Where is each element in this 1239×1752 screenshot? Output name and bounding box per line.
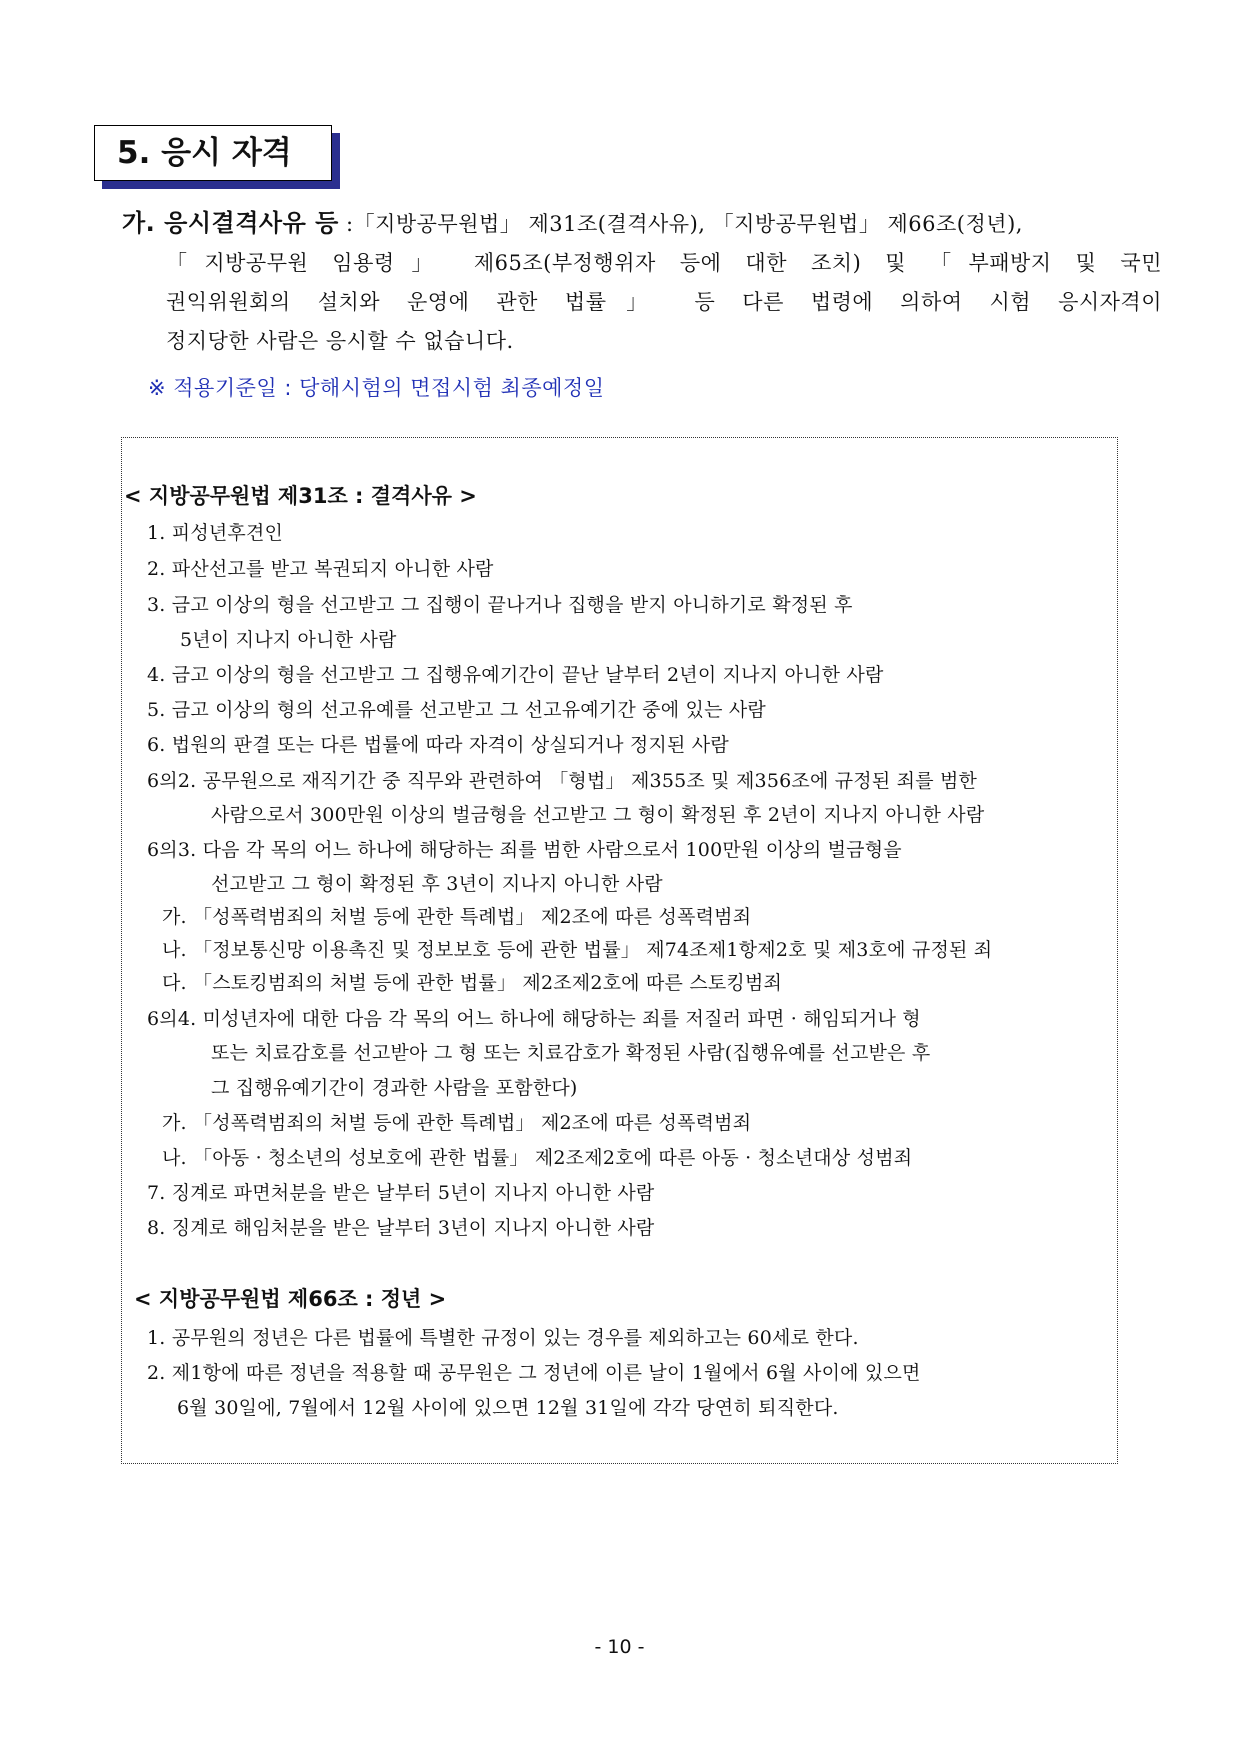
- intro-heading: 가. 응시결격사유 등: [122, 209, 339, 237]
- law31-item: 5년이 지나지 아니한 사람: [180, 629, 397, 651]
- law31-item: 7. 징계로 파면처분을 받은 날부터 5년이 지나지 아니한 사람: [147, 1182, 655, 1204]
- reference-date-note: ※ 적용기준일 : 당해시험의 면접시험 최종예정일: [148, 376, 605, 400]
- law31-item: 선고받고 그 형이 확정된 후 3년이 지나지 아니한 사람: [211, 873, 663, 895]
- intro-text-1: :「지방공무원법」 제31조(결격사유), 「지방공무원법」 제66조(정년),: [338, 212, 1023, 236]
- law31-item: 8. 징계로 해임처분을 받은 날부터 3년이 지나지 아니한 사람: [147, 1217, 655, 1239]
- law66-item: 2. 제1항에 따른 정년을 적용할 때 공무원은 그 정년에 이른 날이 1월에서 6월 사이에 있으면: [147, 1362, 921, 1384]
- law31-item: 4. 금고 이상의 형을 선고받고 그 집행유예기간이 끝난 날부터 2년이 지나지 아니한 사람: [147, 664, 884, 686]
- law31-item: 6의4. 미성년자에 대한 다음 각 목의 어느 하나에 해당하는 죄를 저질러 파면 · 해임되거나 형: [147, 1008, 921, 1030]
- eligibility-intro: [122, 204, 1162, 361]
- law31-item: 나. 「아동 · 청소년의 성보호에 관한 법률」 제2조제2호에 따른 아동 · 청소년대상 성범죄: [162, 1147, 913, 1169]
- law31-item: 6의2. 공무원으로 재직기간 중 직무와 관련하여 「형법」 제355조 및 제356조에 규정된 죄를 범한: [147, 770, 978, 792]
- law31-item: 그 집행유예기간이 경과한 사람을 포함한다): [211, 1077, 578, 1099]
- law31-item: 나. 「정보통신망 이용촉진 및 정보보호 등에 관한 법률」 제74조제1항제2호 및 제3호에 규정된 죄: [162, 939, 993, 961]
- law31-item: 5. 금고 이상의 형의 선고유예를 선고받고 그 선고유예기간 중에 있는 사람: [147, 699, 766, 721]
- law31-item: 가. 「성폭력범죄의 처벌 등에 관한 특례법」 제2조에 따른 성폭력범죄: [162, 1112, 752, 1134]
- section-title: 5. 응시 자격: [94, 125, 332, 181]
- law66-item: 6월 30일에, 7월에서 12월 사이에 있으면 12월 31일에 각각 당연히 퇴직한다.: [177, 1397, 839, 1419]
- law-excerpt-box: [121, 437, 1118, 1464]
- law66-item: 1. 공무원의 정년은 다른 법률에 특별한 규정이 있는 경우를 제외하고는 60세로 한다.: [147, 1327, 859, 1349]
- law66-title: < 지방공무원법 제66조 : 정년 >: [134, 1287, 447, 1311]
- law31-item: 6의3. 다음 각 목의 어느 하나에 해당하는 죄를 범한 사람으로서 100만원 이상의 벌금형을: [147, 839, 902, 861]
- law31-item: 사람으로서 300만원 이상의 벌금형을 선고받고 그 형이 확정된 후 2년이 지나지 아니한 사람: [211, 804, 985, 826]
- law31-title: < 지방공무원법 제31조 : 결격사유 >: [124, 484, 477, 508]
- law31-item: 2. 파산선고를 받고 복권되지 아니한 사람: [147, 558, 494, 580]
- law31-item: 다. 「스토킹범죄의 처벌 등에 관한 법률」 제2조제2호에 따른 스토킹범죄: [162, 972, 783, 994]
- law31-item: 1. 피성년후견인: [147, 522, 284, 544]
- law31-item: 가. 「성폭력범죄의 처벌 등에 관한 특례법」 제2조에 따른 성폭력범죄: [162, 906, 752, 928]
- intro-line-1: [122, 204, 1162, 244]
- law31-item: 6. 법원의 판결 또는 다른 법률에 따라 자격이 상실되거나 정지된 사람: [147, 734, 729, 756]
- page-number: - 10 -: [594, 1636, 645, 1658]
- intro-line-3: 권익위원회의 설치와 운영에 관한 법률」 등 다른 법령에 의하여 시험 응시자격이: [166, 290, 1162, 314]
- law31-item: 또는 치료감호를 선고받아 그 형 또는 치료감호가 확정된 사람(집행유예를 선고받은 후: [211, 1042, 931, 1064]
- law31-item: 3. 금고 이상의 형을 선고받고 그 집행이 끝나거나 집행을 받지 아니하기로 확정된 후: [147, 594, 853, 616]
- intro-line-2: 「지방공무원 임용령」 제65조(부정행위자 등에 대한 조치) 및 「부패방지 및 국민: [166, 251, 1162, 275]
- intro-line-4: 정지당한 사람은 응시할 수 없습니다.: [166, 329, 514, 353]
